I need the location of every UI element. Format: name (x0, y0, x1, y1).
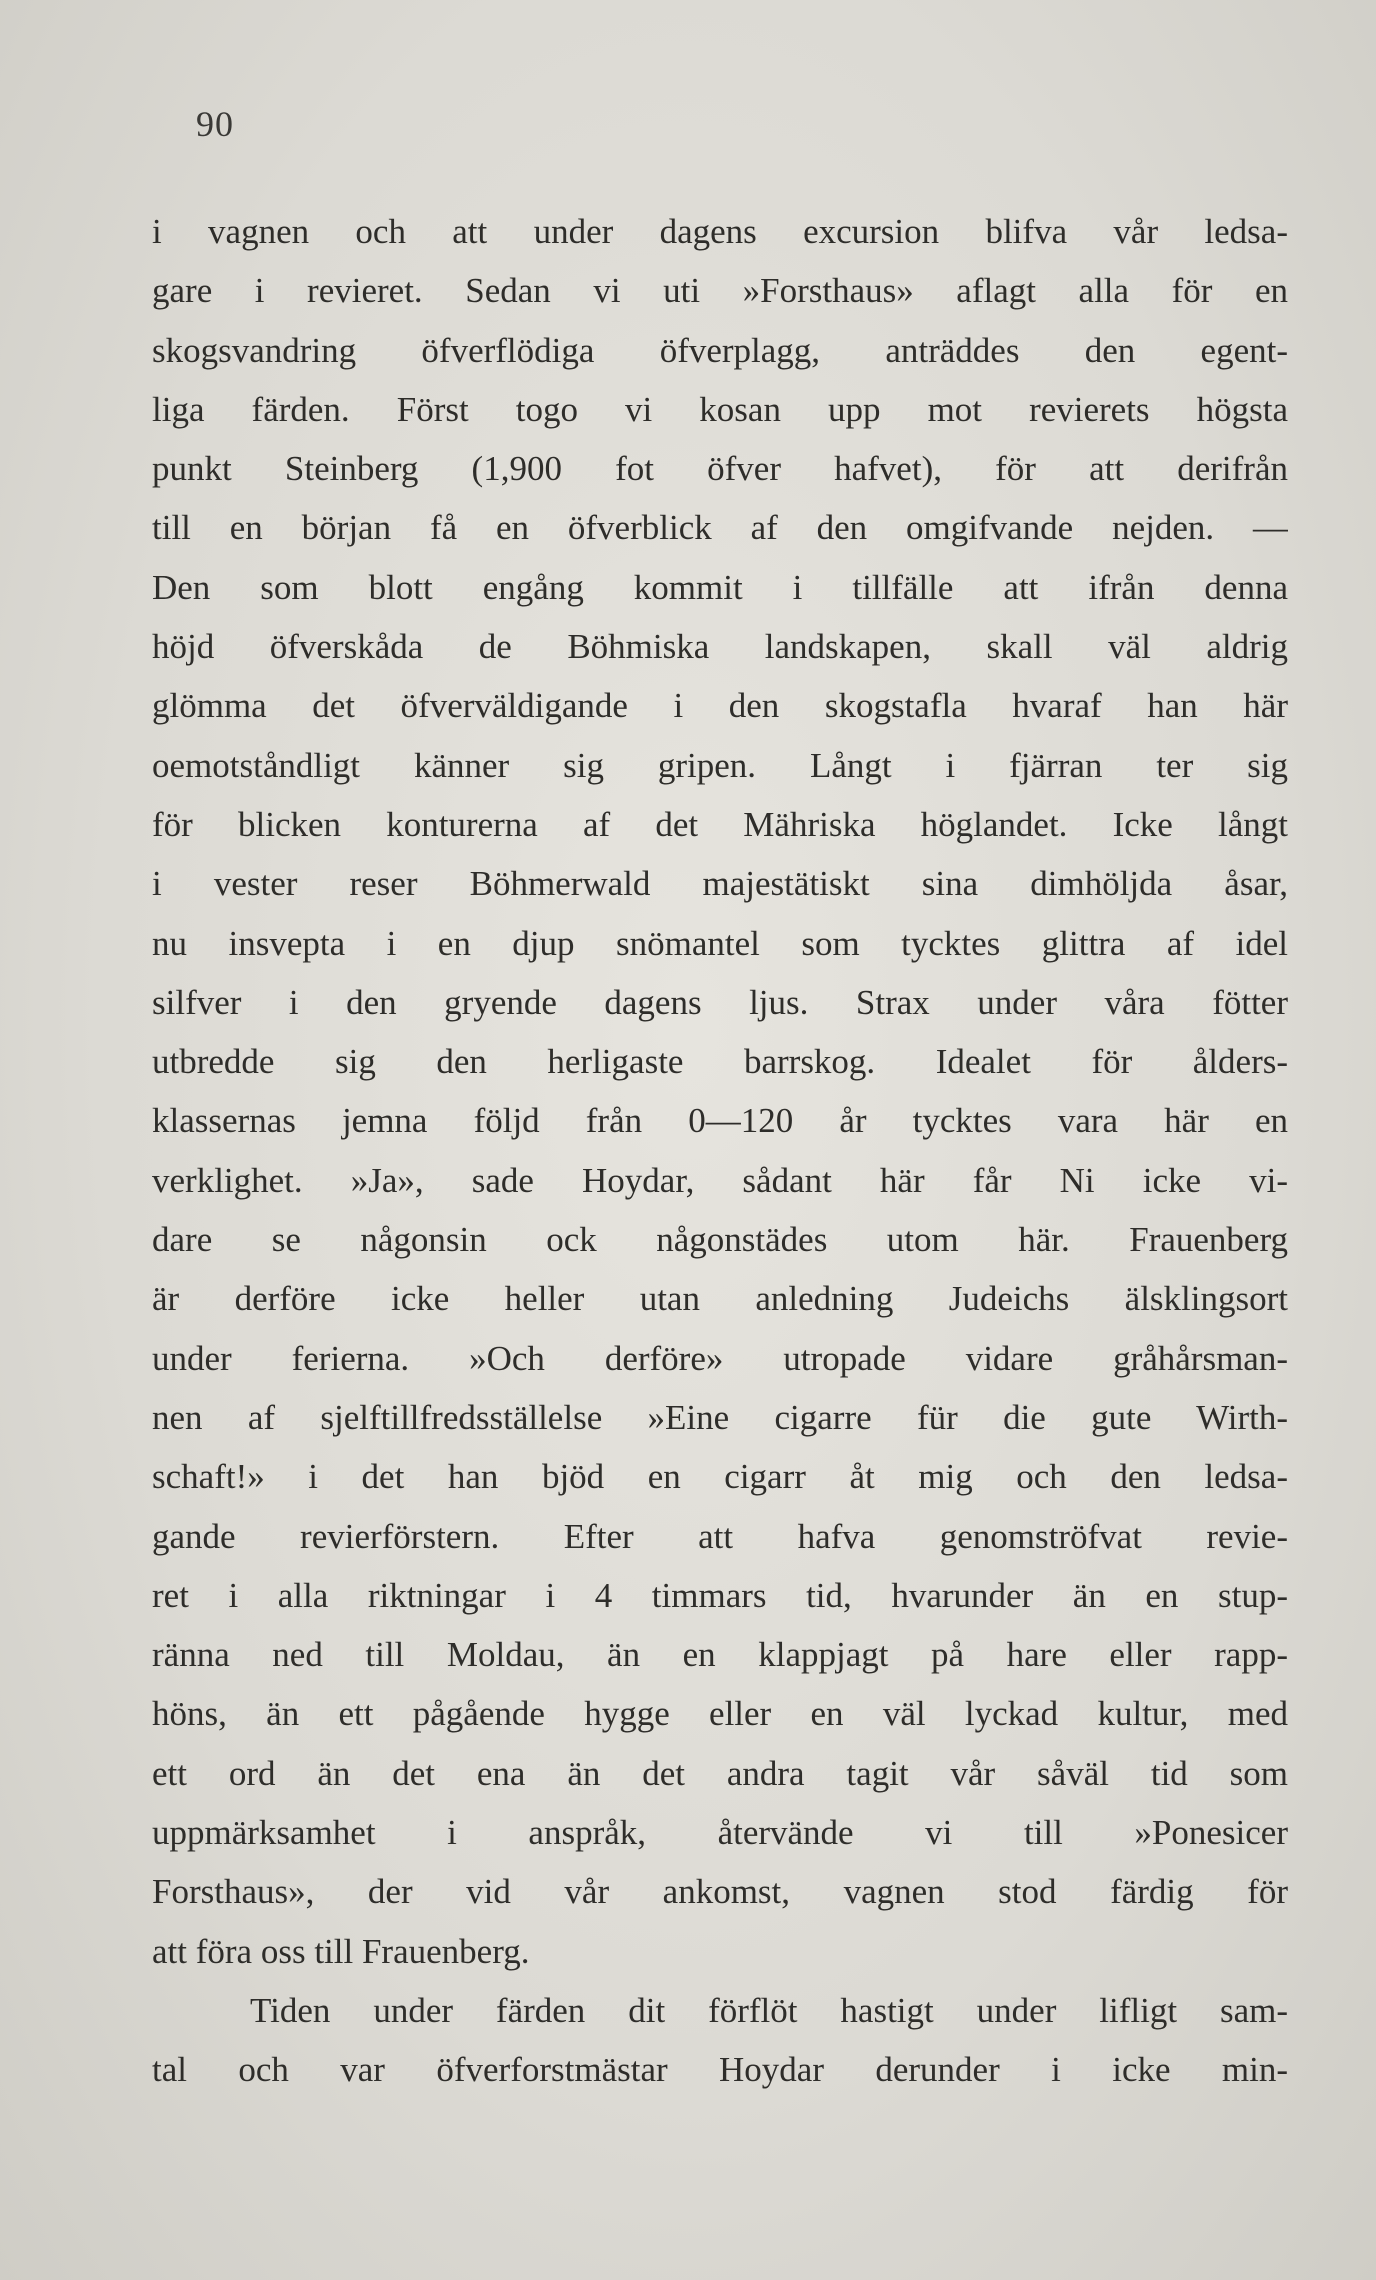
text-line: uppmärksamhet i anspråk, återvände vi till »Ponesicer (152, 1813, 1288, 1853)
text-line: dare se någonsin ock någonstädes utom här. Frauenberg (152, 1220, 1288, 1260)
text-line: oemotståndligt känner sig gripen. Långt i fjärran ter sig (152, 745, 1288, 785)
text-line: till en början få en öfverblick af den omgifvande nejden. — (152, 508, 1288, 548)
text-line: skogsvandring öfverflödiga öfverplagg, anträddes den egent- (152, 330, 1288, 370)
text-line: glömma det öfverväldigande i den skogstafla hvaraf han här (152, 686, 1288, 726)
text-line: i vester reser Böhmerwald majestätiskt sina dimhöljda åsar, (152, 864, 1288, 904)
text-line: Forsthaus», der vid vår ankomst, vagnen stod färdig för (152, 1872, 1288, 1912)
body-text (152, 202, 1288, 2100)
text-line-paragraph-end: att föra oss till Frauenberg. (152, 1931, 530, 1971)
text-line: klassernas jemna följd från 0—120 år tycktes vara här en (152, 1101, 1288, 1141)
text-line: nu insvepta i en djup snömantel som tycktes glittra af idel (152, 923, 1288, 963)
text-line: nen af sjelftillfredsställelse »Eine cigarre für die gute Wirth- (152, 1397, 1288, 1437)
text-line: utbredde sig den herligaste barrskog. Idealet för ålders- (152, 1042, 1288, 1082)
text-line: i vagnen och att under dagens excursion blifva vår ledsa- (152, 212, 1288, 251)
page-number: 90 (196, 104, 234, 144)
text-line: ränna ned till Moldau, än en klappjagt på hare eller rapp- (152, 1635, 1288, 1675)
text-line: liga färden. Först togo vi kosan upp mot revierets högsta (152, 389, 1288, 429)
text-line: Den som blott engång kommit i tillfälle att ifrån denna (152, 567, 1288, 607)
text-line-paragraph-start: Tiden under färden dit förflöt hastigt under lifligt sam- (250, 1990, 1288, 2030)
text-line: schaft!» i det han bjöd en cigarr åt mig och den ledsa- (152, 1457, 1288, 1497)
text-line: silfver i den gryende dagens ljus. Strax under våra fötter (152, 982, 1288, 1022)
text-line: för blicken konturerna af det Mähriska höglandet. Icke långt (152, 804, 1288, 844)
text-line: ett ord än det ena än det andra tagit vår såväl tid som (152, 1753, 1288, 1793)
text-line: ret i alla riktningar i 4 timmars tid, hvarunder än en stup- (152, 1575, 1288, 1615)
text-line: verklighet. »Ja», sade Hoydar, sådant här får Ni icke vi- (152, 1160, 1288, 1200)
text-line: är derföre icke heller utan anledning Judeichs älsklingsort (152, 1279, 1288, 1319)
text-line: höns, än ett pågående hygge eller en väl lyckad kultur, med (152, 1694, 1288, 1734)
text-line: under ferierna. »Och derföre» utropade vidare gråhårsman- (152, 1338, 1288, 1378)
text-line: gare i revieret. Sedan vi uti »Forsthaus» aflagt alla för en (152, 271, 1288, 311)
text-line: punkt Steinberg (1,900 fot öfver hafvet), för att derifrån (152, 449, 1288, 489)
text-line: tal och var öfverforstmästar Hoydar derunder i icke min- (152, 2050, 1288, 2090)
text-line: höjd öfverskåda de Böhmiska landskapen, skall väl aldrig (152, 627, 1288, 667)
text-line: gande revierförstern. Efter att hafva genomströfvat revie- (152, 1516, 1288, 1556)
